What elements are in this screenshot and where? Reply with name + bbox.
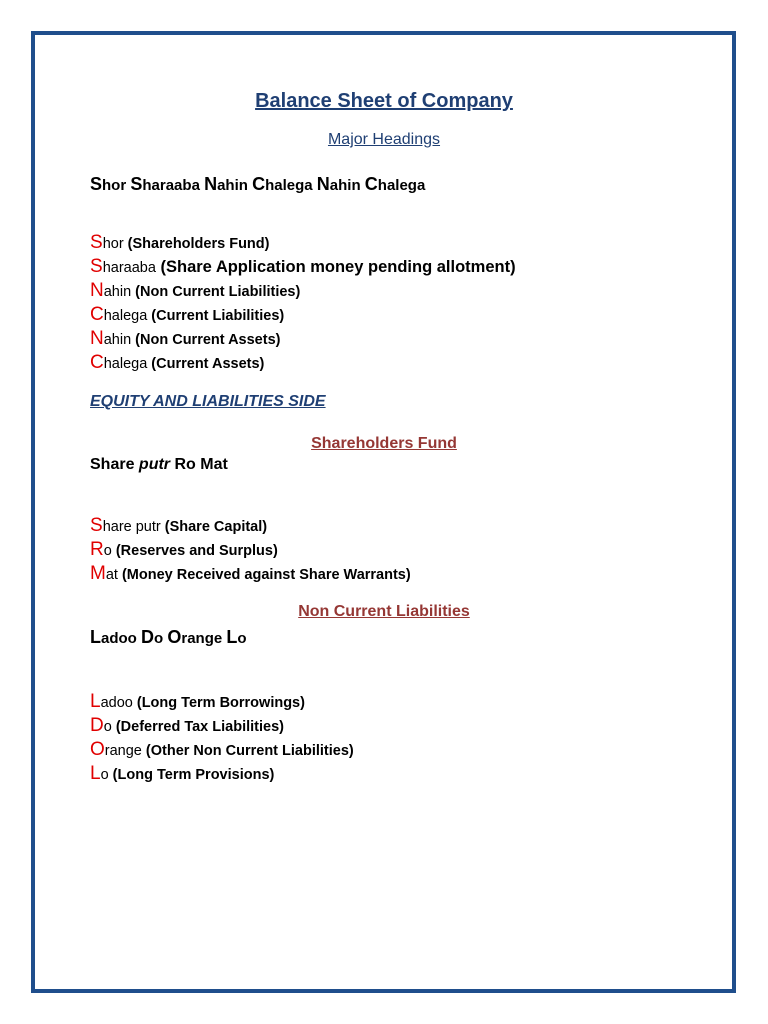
item-word: o xyxy=(103,543,112,559)
mnemonic-word: ahin xyxy=(217,177,253,194)
major-item xyxy=(90,256,516,278)
mnemonic-initial: D xyxy=(141,627,154,647)
item-word: haraaba xyxy=(102,260,156,276)
mnemonic-initial: L xyxy=(226,627,238,647)
item-description: (Long Term Provisions) xyxy=(108,767,275,783)
item-word: ahin xyxy=(103,332,132,348)
mnemonic-word: putr xyxy=(138,456,171,473)
item-word: ahin xyxy=(103,284,132,300)
non-current-item xyxy=(90,715,284,737)
mnemonic-initial: S xyxy=(130,174,143,194)
item-initial: L xyxy=(90,691,101,712)
page-subtitle: Major Headings xyxy=(327,131,441,148)
item-description: (Money Received against Share Warrants) xyxy=(117,567,411,583)
major-item xyxy=(90,304,284,326)
non-current-item xyxy=(90,763,274,785)
item-word: hor xyxy=(102,236,124,252)
item-description: (Non Current Assets) xyxy=(131,332,281,348)
item-word: halega xyxy=(103,356,148,372)
item-description: (Current Liabilities) xyxy=(147,308,285,324)
major-item xyxy=(90,232,269,254)
item-initial: S xyxy=(90,256,103,277)
item-initial: N xyxy=(90,280,104,301)
item-initial: R xyxy=(90,539,104,560)
non-current-mnemonic xyxy=(90,627,247,648)
shareholders-mnemonic xyxy=(90,456,228,474)
item-word: o xyxy=(103,719,112,735)
mnemonic-word: halega xyxy=(265,177,317,194)
shareholders-heading: Shareholders Fund xyxy=(311,435,457,452)
item-initial: C xyxy=(90,352,104,373)
mnemonic-word: o xyxy=(154,630,168,647)
major-item xyxy=(90,328,280,350)
item-description: (Other Non Current Liabilities) xyxy=(141,743,354,759)
item-initial: C xyxy=(90,304,104,325)
item-word: o xyxy=(100,767,109,783)
page-title: Balance Sheet of Company xyxy=(255,90,513,112)
non-current-heading: Non Current Liabilities xyxy=(298,603,470,620)
mnemonic-initial: N xyxy=(204,174,218,194)
item-initial: M xyxy=(90,563,106,584)
item-description: (Long Term Borrowings) xyxy=(132,695,305,711)
major-item xyxy=(90,280,300,302)
item-description: (Deferred Tax Liabilities) xyxy=(111,719,284,735)
item-word: hare putr xyxy=(102,519,161,535)
shareholders-item xyxy=(90,563,411,585)
shareholders-item xyxy=(90,515,267,537)
item-word: adoo xyxy=(100,695,133,711)
mnemonic-word: hor xyxy=(102,177,131,194)
item-description: (Shareholders Fund) xyxy=(123,236,270,252)
mnemonic-initial: C xyxy=(252,174,266,194)
mnemonic-word: adoo xyxy=(101,630,141,647)
mnemonic-initial: C xyxy=(364,174,378,194)
item-word: at xyxy=(105,567,118,583)
mnemonic-word: Ro Mat xyxy=(170,456,228,473)
mnemonic-word: range xyxy=(181,630,227,647)
item-description: (Share Application money pending allotment) xyxy=(155,258,516,276)
item-description: (Non Current Liabilities) xyxy=(131,284,301,300)
item-initial: N xyxy=(90,328,104,349)
item-word: halega xyxy=(103,308,148,324)
mnemonic-word: ahin xyxy=(329,177,365,194)
non-current-item xyxy=(90,739,354,761)
major-item xyxy=(90,352,264,374)
mnemonic-initial: L xyxy=(90,627,101,647)
item-initial: O xyxy=(90,739,105,760)
mnemonic-initial: S xyxy=(90,174,103,194)
non-current-item xyxy=(90,691,305,713)
item-initial: L xyxy=(90,763,101,784)
item-word: range xyxy=(104,743,142,759)
section-heading: EQUITY AND LIABILITIES SIDE xyxy=(90,393,326,410)
mnemonic-word: haraaba xyxy=(142,177,205,194)
mnemonic-initial: O xyxy=(167,627,182,647)
item-initial: D xyxy=(90,715,104,736)
item-description: (Share Capital) xyxy=(160,519,268,535)
item-description: (Reserves and Surplus) xyxy=(111,543,278,559)
item-initial: S xyxy=(90,232,103,253)
mnemonic-initial: N xyxy=(316,174,330,194)
item-description: (Current Assets) xyxy=(147,356,265,372)
mnemonic-word: o xyxy=(237,630,247,647)
mnemonic-word: Share xyxy=(90,456,139,473)
item-initial: S xyxy=(90,515,103,536)
major-mnemonic xyxy=(90,174,425,195)
shareholders-item xyxy=(90,539,278,561)
mnemonic-word: halega xyxy=(377,177,426,194)
